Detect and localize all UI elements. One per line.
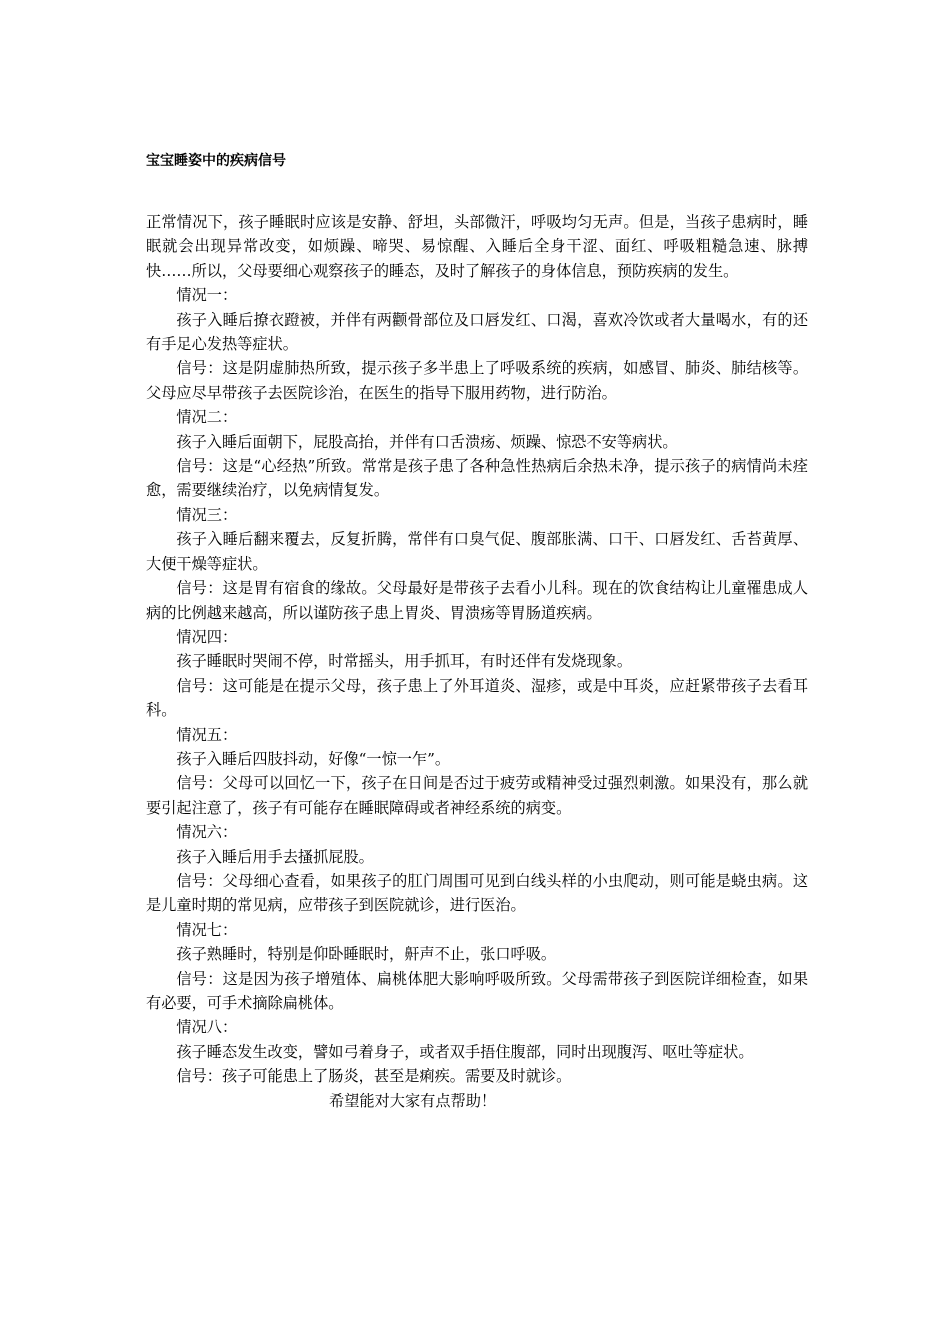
- closing-line: 希望能对大家有点帮助！: [329, 1091, 497, 1110]
- situation-3-signal: 信号：这是胃有宿食的缘故。父母最好是带孩子去看小儿科。现在的饮食结构让儿童罹患成人病的比例越来越高，所以谨防孩子患上胃炎、胃溃疡等胃肠道疾病。: [146, 579, 808, 622]
- situation-2-signal: 信号：这是“心经热”所致。常常是孩子患了各种急性热病后余热未净，提示孩子的病情尚未痊愈，需要继续治疗，以免病情复发。: [146, 457, 808, 500]
- situation-3-heading: 情况三：: [176, 505, 238, 524]
- situation-2-heading: 情况二：: [176, 408, 238, 427]
- situation-2-symptom: 孩子入睡后面朝下，屁股高抬，并伴有口舌溃疡、烦躁、惊恐不安等病状。: [176, 432, 678, 451]
- situation-7-signal: 信号：这是因为孩子增殖体、扁桃体肥大影响呼吸所致。父母需带孩子到医院详细检查，如果有必要，可手术摘除扁桃体。: [146, 969, 808, 1012]
- situation-1-signal: 信号：这是阴虚肺热所致，提示孩子多半患上了呼吸系统的疾病，如感冒、肺炎、肺结核等。父母应尽早带孩子去医院诊治，在医生的指导下服用药物，进行防治。: [146, 359, 808, 402]
- document-body: [146, 210, 808, 1113]
- situation-8-symptom: 孩子睡态发生改变，譬如弓着身子，或者双手捂住腹部，同时出现腹泻、呕吐等症状。: [176, 1042, 754, 1061]
- situation-1-symptom: 孩子入睡后撩衣蹬被，并伴有两颧骨部位及口唇发红、口渴，喜欢冷饮或者大量喝水，有的还有手足心发热等症状。: [146, 310, 808, 354]
- situation-1-heading: 情况一：: [176, 286, 238, 305]
- situation-8-signal: 信号：孩子可能患上了肠炎，甚至是痢疾。需要及时就诊。: [176, 1067, 572, 1086]
- situation-5-signal: 信号：父母可以回忆一下，孩子在日间是否过于疲劳或精神受过强烈刺激。如果没有，那么就要引起注意了，孩子有可能存在睡眠障碍或者神经系统的病变。: [146, 774, 808, 817]
- situation-4-heading: 情况四：: [176, 627, 238, 646]
- situation-4-signal: 信号：这可能是在提示父母，孩子患上了外耳道炎、湿疹，或是中耳炎，应赶紧带孩子去看耳科。: [146, 676, 808, 720]
- situation-7-symptom: 孩子熟睡时，特别是仰卧睡眠时，鼾声不止，张口呼吸。: [176, 945, 557, 964]
- situation-5-symptom: 孩子入睡后四肢抖动，好像“一惊一乍”。: [176, 749, 451, 768]
- intro-paragraph: 正常情况下，孩子睡眠时应该是安静、舒坦，头部微汗，呼吸均匀无声。但是，当孩子患病时，睡眠就会出现异常改变，如烦躁、啼哭、易惊醒、入睡后全身干涩、面红、呼吸粗糙急速、脉搏快……所以，父母要细心观察孩子的睡态，及时了解孩子的身体信息，预防疾病的发生。: [146, 213, 808, 280]
- situation-6-signal: 信号：父母细心查看，如果孩子的肛门周围可见到白线头样的小虫爬动，则可能是蛲虫病。这是儿童时期的常见病，应带孩子到医院就诊，进行医治。: [146, 871, 808, 915]
- situation-3-symptom: 孩子入睡后翻来覆去，反复折腾，常伴有口臭气促、腹部胀满、口干、口唇发红、舌苔黄厚、大便干燥等症状。: [146, 530, 808, 573]
- situation-7-heading: 情况七：: [176, 920, 238, 939]
- situation-4-symptom: 孩子睡眠时哭闹不停，时常摇头，用手抓耳，有时还伴有发烧现象。: [176, 652, 633, 671]
- situation-5-heading: 情况五：: [176, 725, 238, 744]
- document-title: 宝宝睡姿中的疾病信号: [146, 153, 286, 169]
- situation-6-heading: 情况六：: [176, 823, 238, 842]
- situation-6-symptom: 孩子入睡后用手去搔抓屁股。: [176, 847, 374, 866]
- situation-8-heading: 情况八：: [176, 1018, 238, 1037]
